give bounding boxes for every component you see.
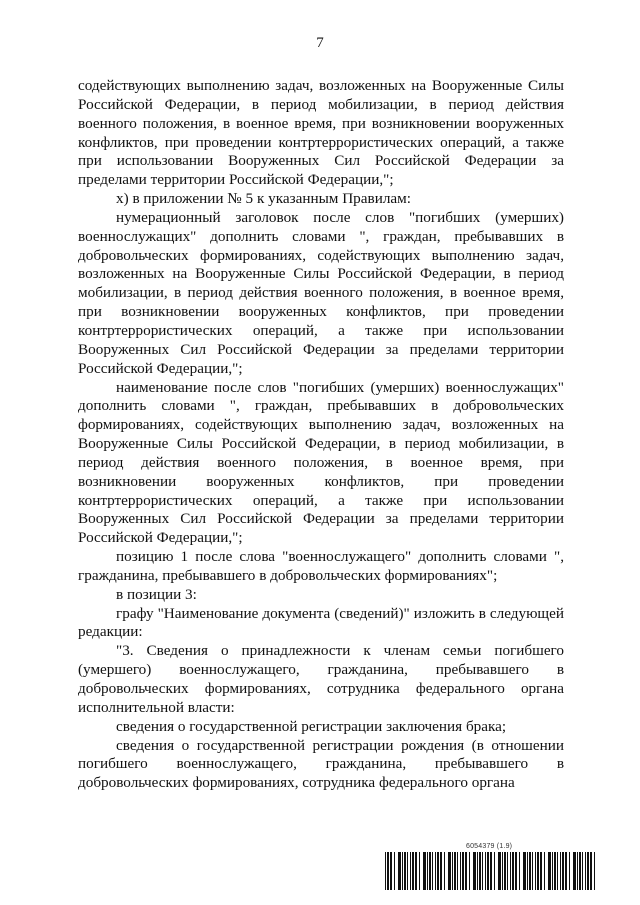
barcode-block	[384, 843, 598, 893]
paragraph: графу "Наименование документа (сведений)" изложить в следующей редакции:	[78, 604, 564, 641]
paragraph: в позиции 3:	[116, 585, 197, 603]
paragraph: сведения о государственной регистрации заключения брака;	[116, 717, 507, 735]
paragraph: сведения о государственной регистрации рождения (в отношении погибшего военнослужащего, гражданина, пребывавшего в добровольческих формированиях, сотрудника федерального органа	[78, 736, 564, 792]
paragraph: наименование после слов "погибших (умерших) военнослужащих" дополнить словами ", граждан, пребывавших в добровольческих формированиях, содействующих выполнению задач, возложенных на Вооруженные Силы Российской Федерации, в период мобилизации, в период действия военного положения, в военное время, при возникновении вооруженных конфликтов, при проведении контртеррористических операций, а также при использовании Вооруженных Сил Российской Федерации за пределами территории Российской Федерации,";	[78, 378, 564, 547]
paragraph: "3. Сведения о принадлежности к членам семьи погибшего (умершего) военнослужащего, гражданина, пребывавшего в добровольческих формированиях, сотрудника федерального органа исполнительной власти:	[78, 642, 564, 716]
barcode-caption: 6054379 (1.9)	[466, 843, 513, 850]
barcode-icon	[384, 852, 598, 890]
paragraph: содействующих выполнению задач, возложенных на Вооруженные Силы Российской Федерации, в период мобилизации, в период действия военного положения, в военное время, при возникновении вооруженных конфликтов, при проведении контртеррористических операций, а также при использовании Вооруженных Сил Российской Федерации за пределами территории Российской Федерации,";	[78, 77, 564, 189]
page-number: 7	[316, 35, 324, 51]
paragraph: нумерационный заголовок после слов "погибших (умерших) военнослужащих" дополнить словами ", граждан, пребывавших в добровольческих формированиях, содействующих выполнению задач, возложенных на Вооруженные Силы Российской Федерации, в период мобилизации, в период действия военного положения, в военное время, при возникновении вооруженных конфликтов, при проведении контртеррористических операций, а также при использовании Вооруженных Сил Российской Федерации за пределами территории Российской Федерации,";	[78, 208, 564, 377]
paragraph: х) в приложении № 5 к указанным Правилам:	[116, 190, 411, 208]
paragraph: позицию 1 после слова "военнослужащего" дополнить словами ", гражданина, пребывавшего в добровольческих формированиях";	[78, 548, 564, 584]
document-body	[78, 77, 564, 793]
